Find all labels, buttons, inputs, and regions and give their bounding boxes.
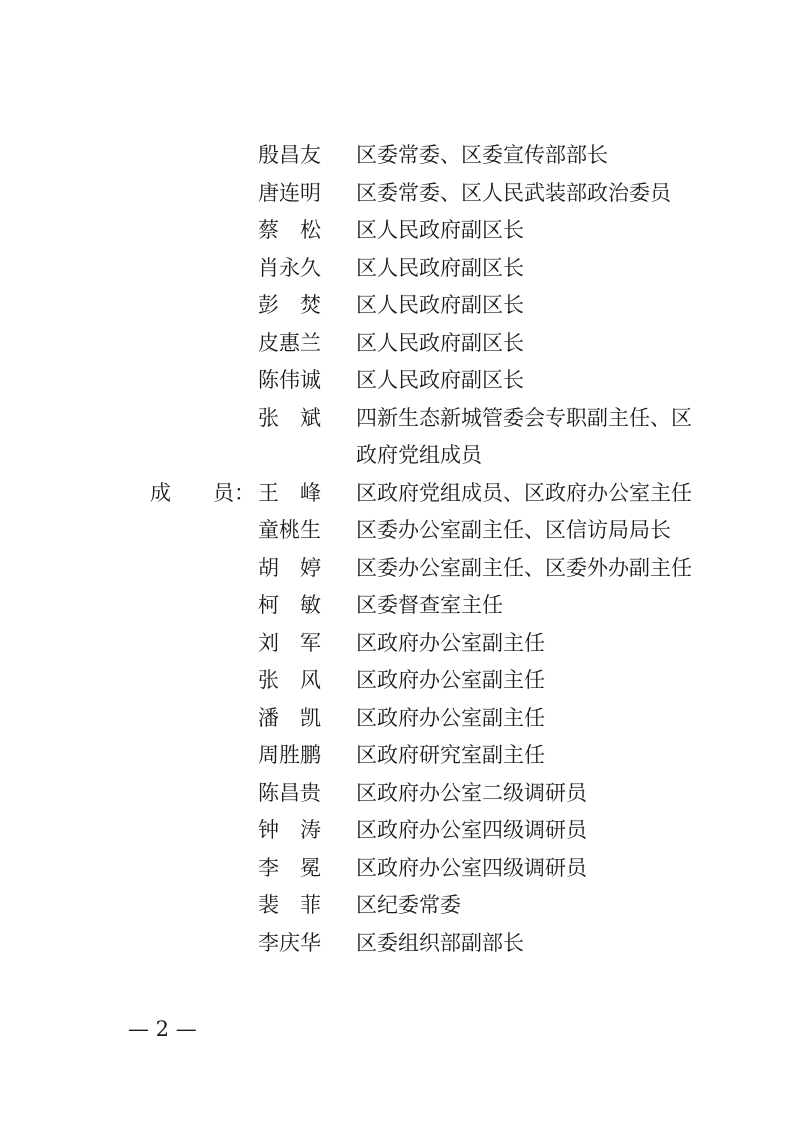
roster-row [0,925,793,963]
member-title: 区委组织部副部长 [356,930,524,955]
roster-row [0,775,793,813]
member-title: 区人民政府副区长 [356,218,524,242]
member-title: 区人民政府副区长 [356,255,524,280]
member-name: 胡 婷 [258,555,321,580]
member-name: 柯 敏 [258,593,321,617]
member-title: 四新生态新城管委会专职副主任、区政府党组成员 [356,405,692,467]
member-name: 皮惠兰 [258,330,321,355]
roster-row [0,887,793,925]
member-name: 潘 凯 [258,705,321,730]
roster-row [0,512,793,550]
member-name: 陈昌贵 [258,780,321,805]
member-name: 李庆华 [258,930,321,955]
roster-row [0,287,793,325]
member-name: 李 冕 [258,855,321,880]
roster-row [0,475,793,513]
member-roster [0,137,793,962]
roster-row [0,700,793,738]
member-name: 肖永久 [258,255,321,280]
member-title: 区委督查室主任 [356,593,503,617]
member-name: 蔡 松 [258,218,321,242]
roster-row [0,550,793,588]
member-title: 区委办公室副主任、区委外办副主任 [356,555,692,580]
page-number: — 2 — [128,1017,197,1041]
roster-row [0,737,793,775]
member-title: 区政府办公室副主任 [356,630,545,655]
member-name: 张 斌 [258,405,321,430]
member-name: 钟 涛 [258,818,321,842]
roster-row [0,850,793,888]
member-title: 区政府党组成员、区政府办公室主任 [356,480,692,505]
member-title: 区人民政府副区长 [356,330,524,355]
member-title: 区政府研究室副主任 [356,743,545,767]
member-title: 区人民政府副区长 [356,368,524,392]
roster-row [0,362,793,400]
member-name: 唐连明 [258,180,321,205]
member-name: 殷昌友 [258,143,321,167]
roster-row [0,250,793,288]
member-name: 王 峰 [258,480,321,505]
member-title: 区政府办公室副主任 [356,668,545,692]
roster-row [0,662,793,700]
member-title: 区委常委、区委宣传部部长 [356,143,608,167]
roster-row [0,137,793,175]
roster-row [0,325,793,363]
roster-row [0,400,793,475]
member-title: 区人民政府副区长 [356,293,524,317]
roster-row [0,175,793,213]
roster-row [0,212,793,250]
member-title: 区纪委常委 [356,893,461,917]
member-name: 周胜鹏 [258,743,321,767]
group-label-members: 成 员： [150,480,255,505]
member-name: 张 风 [258,668,321,692]
roster-row [0,587,793,625]
member-title: 区政府办公室四级调研员 [356,818,587,842]
roster-row [0,625,793,663]
member-title: 区委办公室副主任、区信访局局长 [356,518,671,542]
roster-row [0,812,793,850]
member-name: 彭 焚 [258,293,321,317]
member-title: 区政府办公室副主任 [356,705,545,730]
member-name: 裴 菲 [258,893,321,917]
member-title: 区政府办公室二级调研员 [356,780,587,805]
member-name: 陈伟诚 [258,368,321,392]
member-name: 刘 军 [258,630,321,655]
member-name: 童桃生 [258,518,321,542]
member-title: 区委常委、区人民武装部政治委员 [356,180,671,205]
member-title: 区政府办公室四级调研员 [356,855,587,880]
